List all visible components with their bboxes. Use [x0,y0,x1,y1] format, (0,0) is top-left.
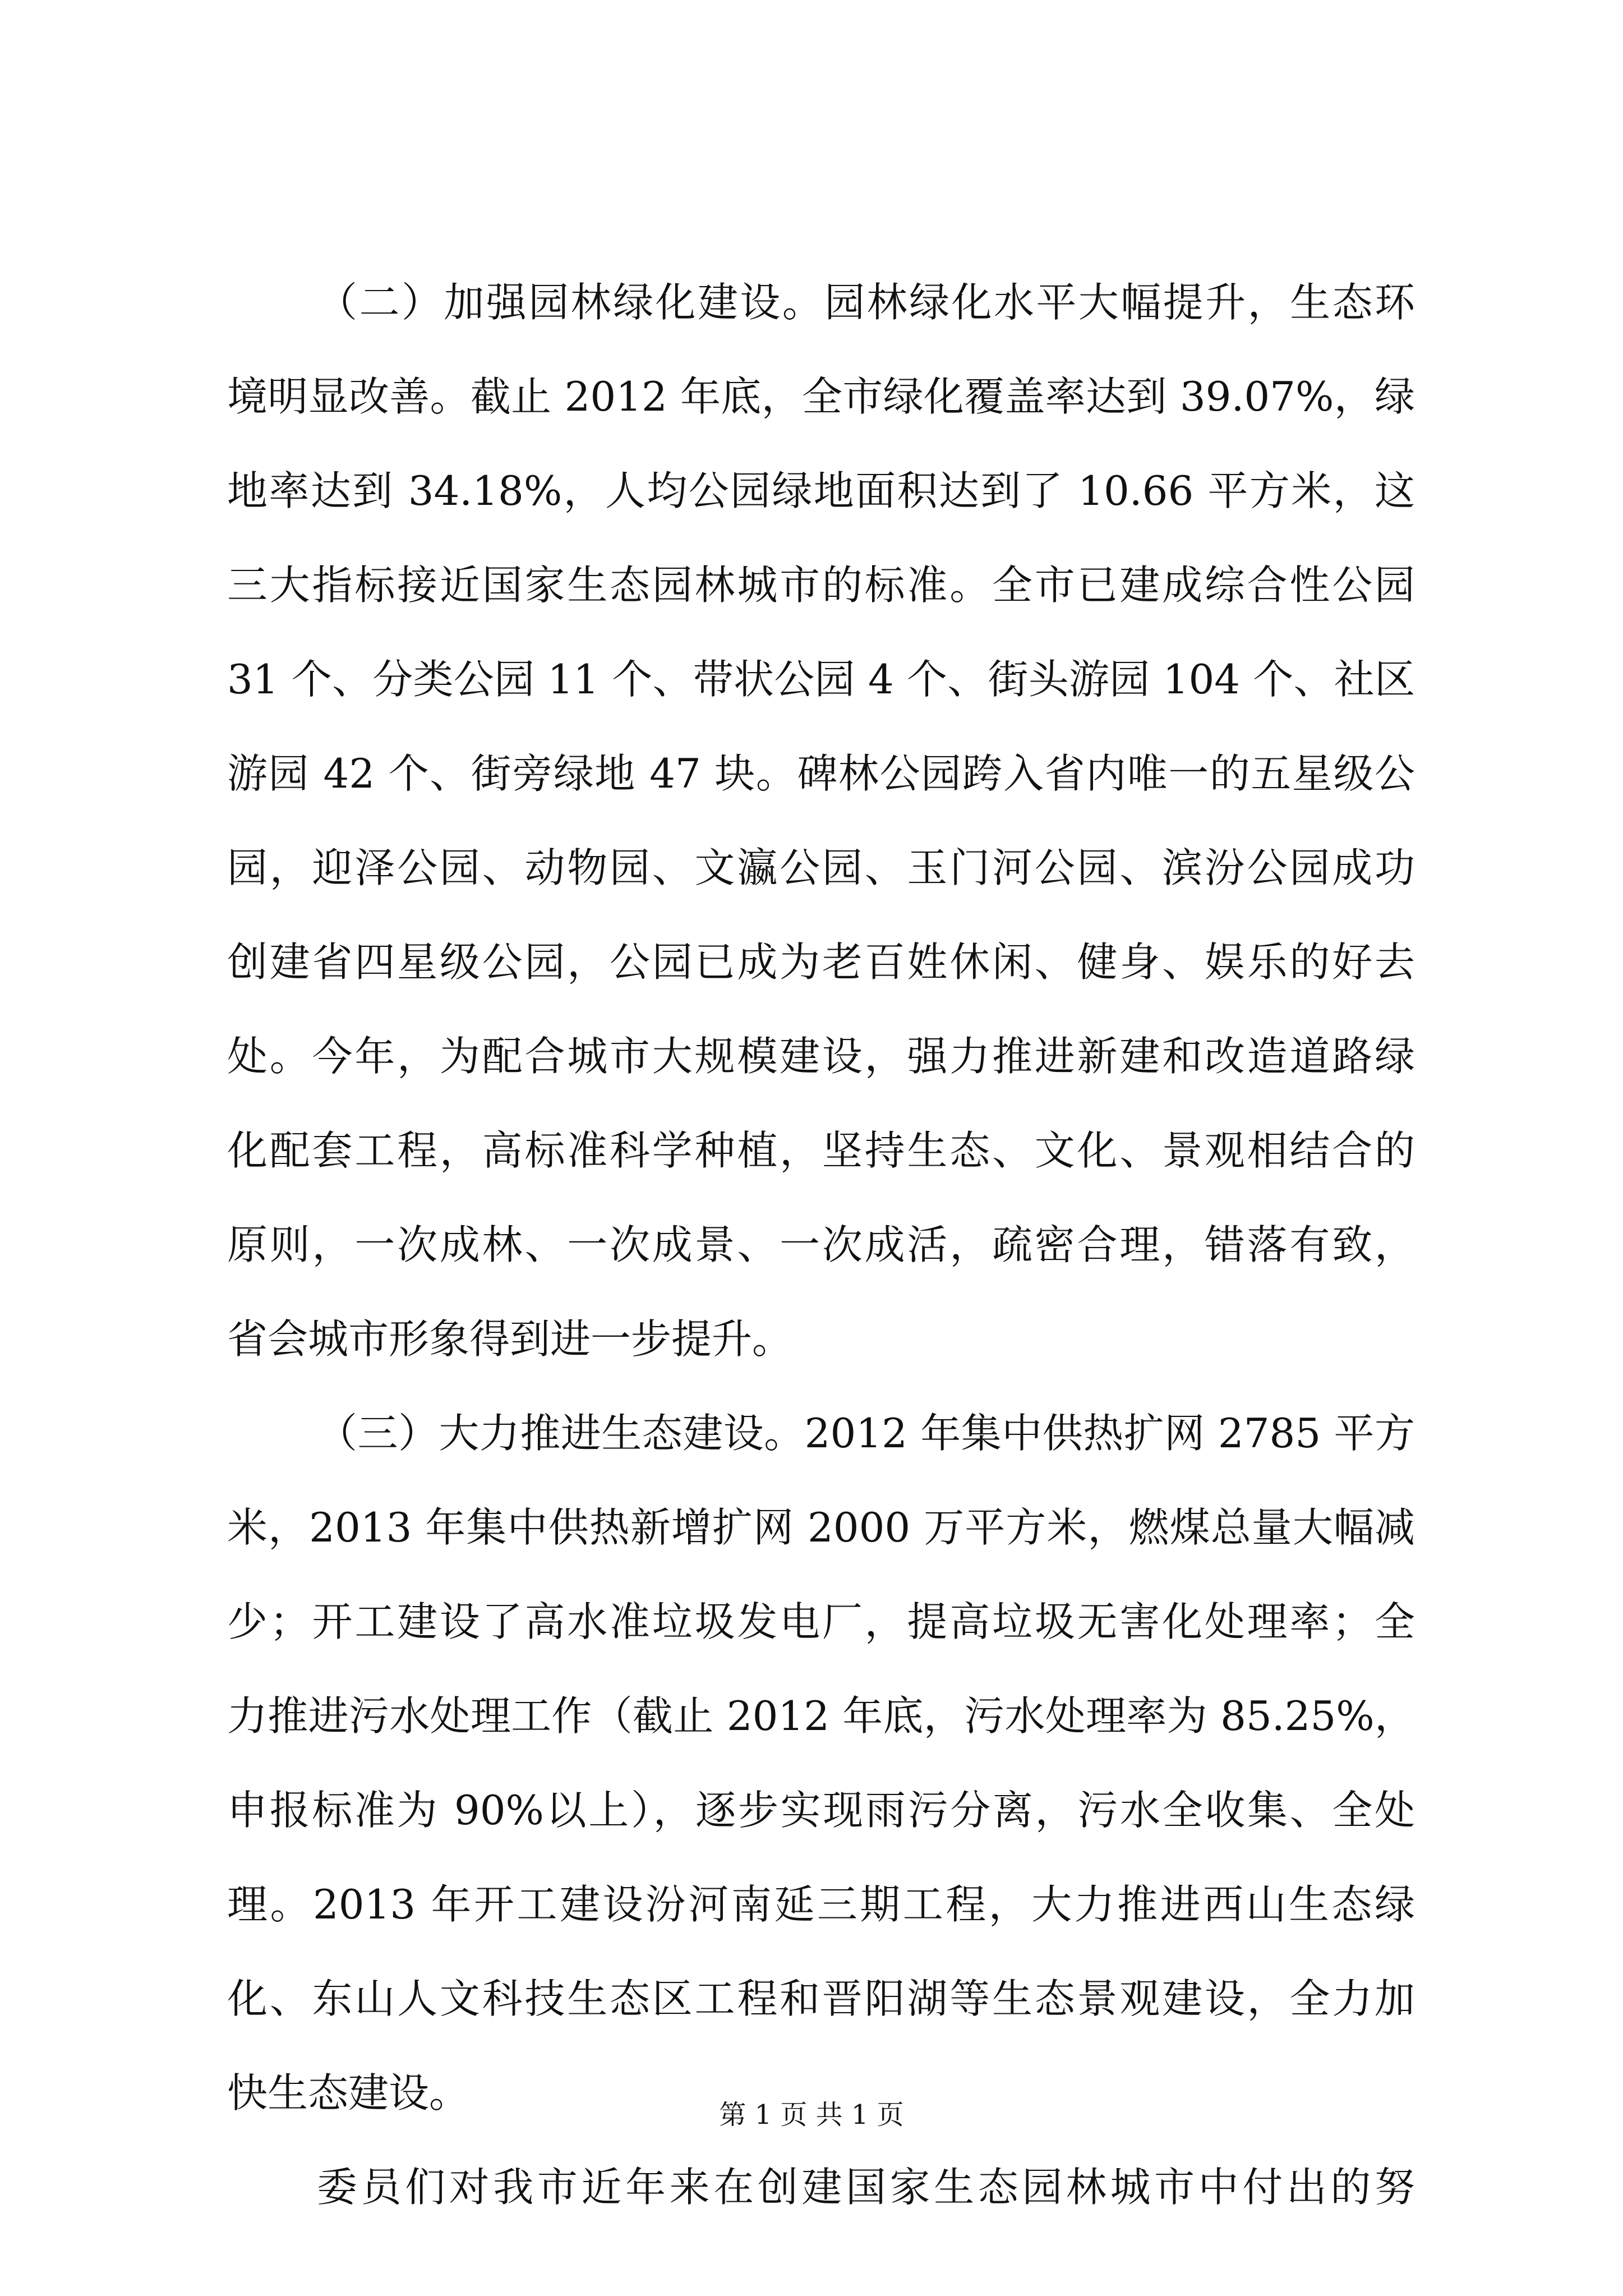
paragraph-line: 原则，一次成林、一次成景、一次成活，疏密合理，错落有致， [227,1221,1415,1268]
paragraph-line: 处。今年，为配合城市大规模建设，强力推进新建和改造道路绿 [227,1033,1415,1080]
paragraph-line: 少；开工建设了高水准垃圾发电厂，提高垃圾无害化处理率；全 [227,1598,1415,1645]
paragraph-line: 申报标准为 90%以上），逐步实现雨污分离，污水全收集、全处 [227,1787,1415,1834]
paragraph-line: （二）加强园林绿化建设。园林绿化水平大幅提升，生态环 [317,279,1415,326]
paragraph-line: 园，迎泽公园、动物园、文瀛公园、玉门河公园、滨汾公园成功 [227,844,1415,891]
paragraph-line: 委员们对我市近年来在创建国家生态园林城市中付出的努 [317,2164,1415,2211]
paragraph-line: （三）大力推进生态建设。2012 年集中供热扩网 2785 平方 [317,1410,1415,1457]
paragraph-line: 地率达到 34.18%，人均公园绿地面积达到了 10.66 平方米，这 [227,467,1415,514]
page-footer: 第 1 页 共 1 页 [719,2099,904,2131]
paragraph-line: 米，2013 年集中供热新增扩网 2000 万平方米，燃煤总量大幅减 [227,1504,1415,1551]
paragraph-line: 三大指标接近国家生态园林城市的标准。全市已建成综合性公园 [227,562,1415,609]
paragraph-line: 理。2013 年开工建设汾河南延三期工程，大力推进西山生态绿 [227,1881,1415,1928]
paragraph-line: 游园 42 个、街旁绿地 47 块。碑林公园跨入省内唯一的五星级公 [227,750,1415,797]
paragraph-line: 化配套工程，高标准科学种植，坚持生态、文化、景观相结合的 [227,1127,1415,1174]
paragraph-line: 快生态建设。 [227,2069,470,2116]
paragraph-line: 创建省四星级公园，公园已成为老百姓休闲、健身、娱乐的好去 [227,938,1415,986]
paragraph-line: 力推进污水处理工作（截止 2012 年底，污水处理率为 85.25%， [227,1692,1415,1740]
paragraph-line: 境明显改善。截止 2012 年底，全市绿化覆盖率达到 39.07%，绿 [227,373,1415,420]
paragraph-line: 省会城市形象得到进一步提升。 [227,1315,793,1363]
paragraph-line: 化、东山人文科技生态区工程和晋阳湖等生态景观建设，全力加 [227,1975,1415,2022]
document-body [227,255,1415,2234]
paragraph-line: 31 个、分类公园 11 个、带状公园 4 个、街头游园 104 个、社区 [227,656,1415,703]
